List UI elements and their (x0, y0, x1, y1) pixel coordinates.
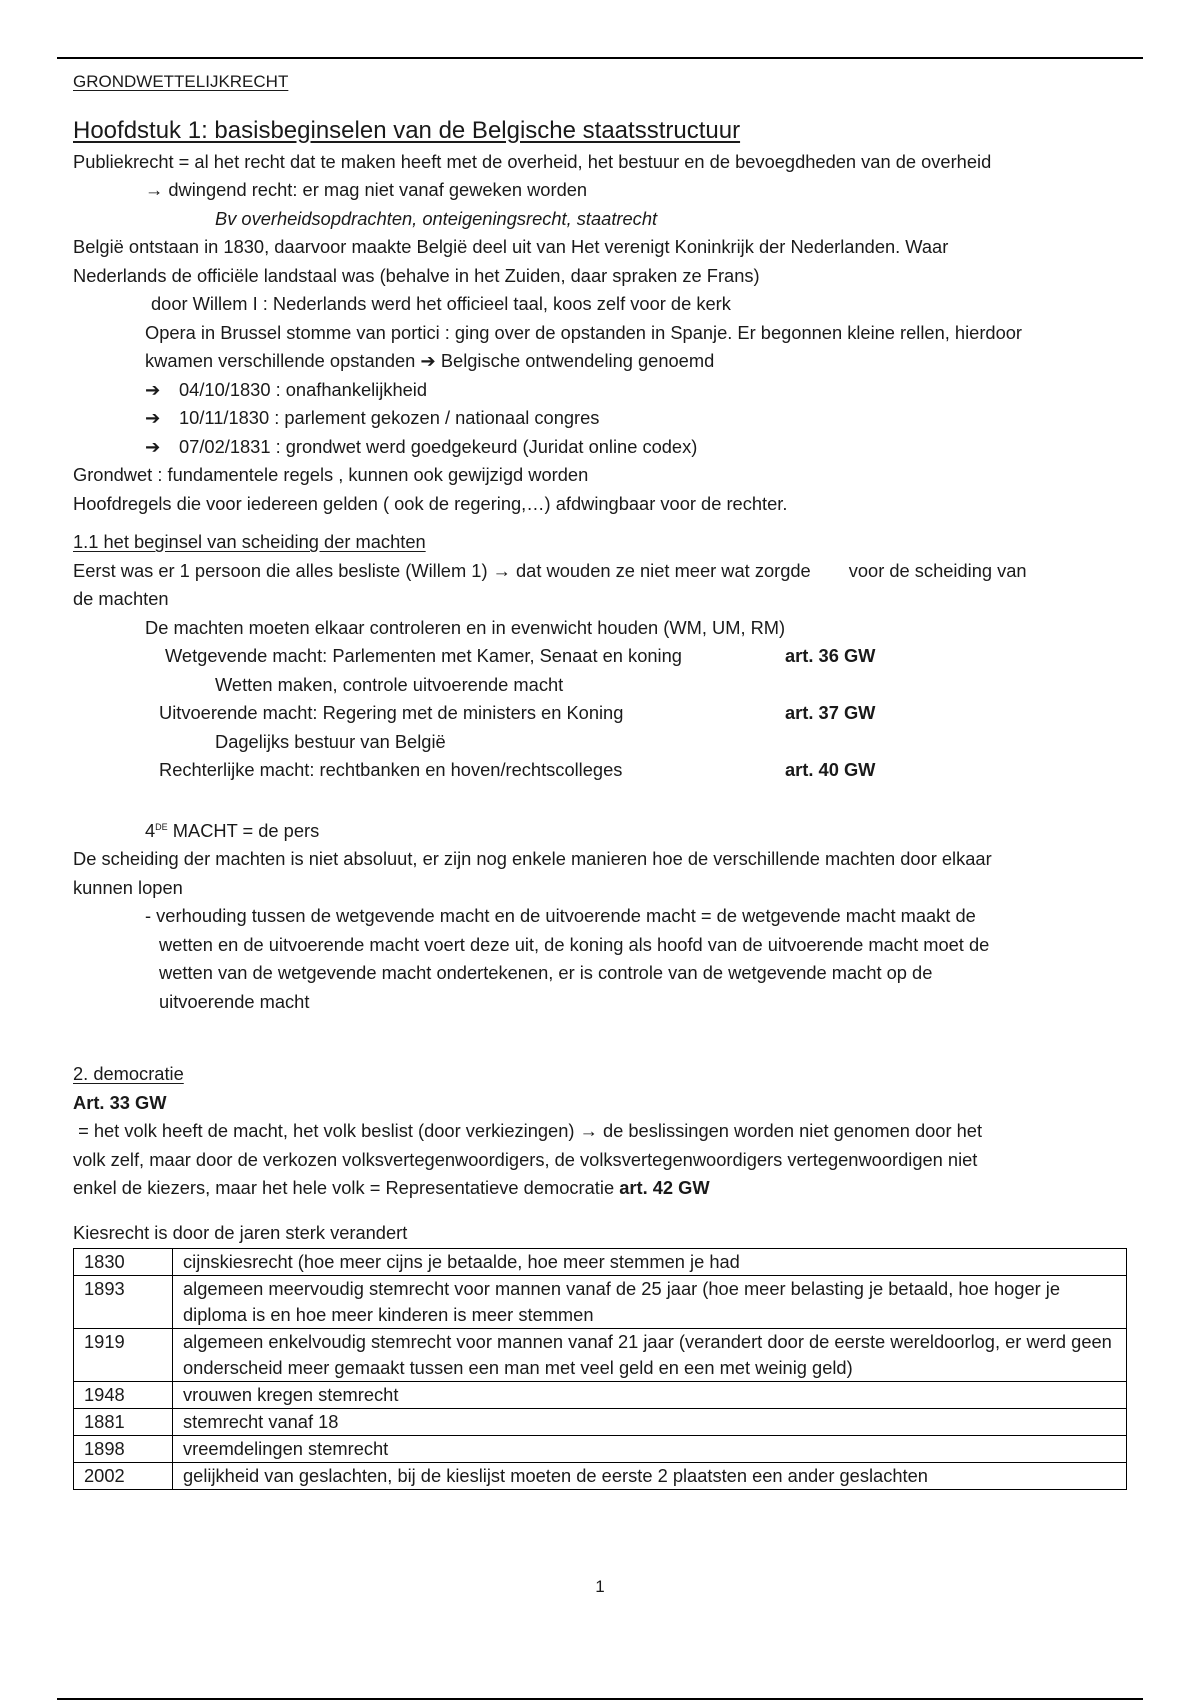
table-row: 1830 cijnskiesrecht (hoe meer cijns je betaalde, hoe meer stemmen je had (74, 1249, 1127, 1276)
list-item: ➔ 04/10/1830 : onafhankelijkheid (73, 376, 1133, 405)
power-description: Wetten maken, controle uitvoerende macht (215, 673, 564, 695)
paragraph: Hoofdregels die voor iedereen gelden ( ook de regering,…) afdwingbaar voor de rechter. (73, 492, 788, 514)
chapter-title: Hoofdstuk 1: basisbeginselen van de Belgische staatsstructuur (73, 116, 741, 144)
paragraph: Nederlands de officiële landstaal was (behalve in het Zuiden, daar spraken ze Frans) (73, 264, 760, 286)
top-rule (57, 57, 1143, 59)
voting-rights-table (73, 1248, 1127, 1490)
section-title: 1.1 het beginsel van scheiding der machten (73, 531, 426, 552)
paragraph: Eerst was er 1 persoon die alles besliste (Willem 1) → dat wouden ze niet meer wat zorgde voor de scheiding van (73, 559, 1027, 581)
power-row: Wetgevende macht: Parlementen met Kamer, Senaat en koning art. 36 GW (73, 642, 1133, 671)
power-row: Rechterlijke macht: rechtbanken en hoven/rechtscolleges art. 40 GW (73, 756, 1133, 785)
paragraph: De machten moeten elkaar controleren en in evenwicht houden (WM, UM, RM) (145, 616, 786, 638)
table-row: 1893 algemeen meervoudig stemrecht voor mannen vanaf de 25 jaar (hoe meer belasting je betaald, hoe hoger je diploma is en hoe meer kinderen is meer stemmen (74, 1276, 1127, 1329)
list-item: ➔ 07/02/1831 : grondwet werd goedgekeurd (Juridat online codex) (73, 433, 1133, 462)
document-header: GRONDWETTELIJKRECHT (73, 72, 289, 91)
paragraph: kunnen lopen (73, 876, 183, 898)
document-page (73, 68, 1133, 1490)
bullet-item: - verhouding tussen de wetgevende macht en de uitvoerende macht = de wetgevende macht maakt de (145, 905, 976, 927)
power-description: Dagelijks bestuur van België (215, 730, 446, 752)
table-row: 1881 stemrecht vanaf 18 (74, 1409, 1127, 1436)
paragraph: enkel de kiezers, maar het hele volk = Representatieve democratie art. 42 GW (73, 1177, 710, 1199)
article-ref: art. 36 GW (785, 645, 876, 666)
arrow-right-bold-icon: ➔ (420, 350, 436, 371)
paragraph: = het volk heeft de macht, het volk beslist (door verkiezingen) → de beslissingen worden niet genomen door het (78, 1120, 983, 1142)
bullet-continuation: uitvoerende macht (159, 990, 310, 1012)
section-title: 2. democratie (73, 1063, 184, 1085)
paragraph: door Willem I : Nederlands werd het officieel taal, koos zelf voor de kerk (151, 293, 731, 314)
table-intro: Kiesrecht is door de jaren sterk verandert (73, 1221, 408, 1243)
table-row: 1948 vrouwen kregen stemrecht (74, 1382, 1127, 1409)
paragraph: → dwingend recht: er mag niet vanaf geweken worden (145, 179, 588, 200)
page-number: 1 (595, 1577, 605, 1596)
table-row: 2002 gelijkheid van geslachten, bij de kieslijst moeten de eerste 2 plaatsten een ander geslachten (74, 1463, 1127, 1490)
table-row: 1919 algemeen enkelvoudig stemrecht voor mannen vanaf 21 jaar (verandert door de eerste wereldoorlog, er werd geen onderscheid meer gemaakt tussen een man met veel geld en een met weinig geld) (74, 1329, 1127, 1382)
paragraph: volk zelf, maar door de verkozen volksvertegenwoordigers, de volksvertegenwoordigers vertegenwoordigen niet (73, 1148, 978, 1170)
paragraph: kwamen verschillende opstanden ➔ Belgische ontwendeling genoemd (145, 350, 715, 371)
arrow-right-icon: → (492, 559, 511, 581)
paragraph: Grondwet : fundamentele regels , kunnen ook gewijzigd worden (73, 464, 589, 485)
paragraph: de machten (73, 588, 169, 609)
table-row: 1898 vreemdelingen stemrecht (74, 1436, 1127, 1463)
arrow-right-icon: → (579, 1120, 598, 1142)
article-ref: Art. 33 GW (73, 1091, 167, 1113)
paragraph: België ontstaan in 1830, daarvoor maakte België deel uit van Het verenigt Koninkrijk der Nederlanden. Waar (73, 236, 949, 257)
article-ref: art. 37 GW (785, 702, 876, 723)
paragraph: De scheiding der machten is niet absoluut, er zijn nog enkele manieren hoe de verschillende machten door elkaar (73, 848, 992, 870)
arrow-right-bold-icon: ➔ (145, 378, 161, 400)
arrow-right-bold-icon: ➔ (145, 435, 161, 457)
paragraph: Opera in Brussel stomme van portici : ging over de opstanden in Spanje. Er begonnen kleine rellen, hierdoor (145, 321, 1023, 343)
power-row: Uitvoerende macht: Regering met de ministers en Koning art. 37 GW (73, 699, 1133, 728)
example-line: Bv overheidsopdrachten, onteigeningsrecht, staatrecht (215, 207, 658, 229)
bullet-continuation: wetten van de wetgevende macht ondertekenen, er is controle van de wetgevende macht op de (159, 962, 933, 984)
list-item: ➔ 10/11/1830 : parlement gekozen / nationaal congres (73, 404, 1133, 433)
arrow-right-icon: → (145, 179, 169, 200)
article-ref: art. 40 GW (785, 759, 876, 780)
arrow-right-bold-icon: ➔ (145, 407, 161, 428)
paragraph: Publiekrecht = al het recht dat te maken heeft met de overheid, het bestuur en de bevoegdheden van de overheid (73, 150, 992, 172)
bullet-continuation: wetten en de uitvoerende macht voert deze uit, de koning als hoofd van de uitvoerende macht moet de (159, 933, 990, 955)
fourth-power: 4DE MACHT = de pers (145, 819, 320, 841)
